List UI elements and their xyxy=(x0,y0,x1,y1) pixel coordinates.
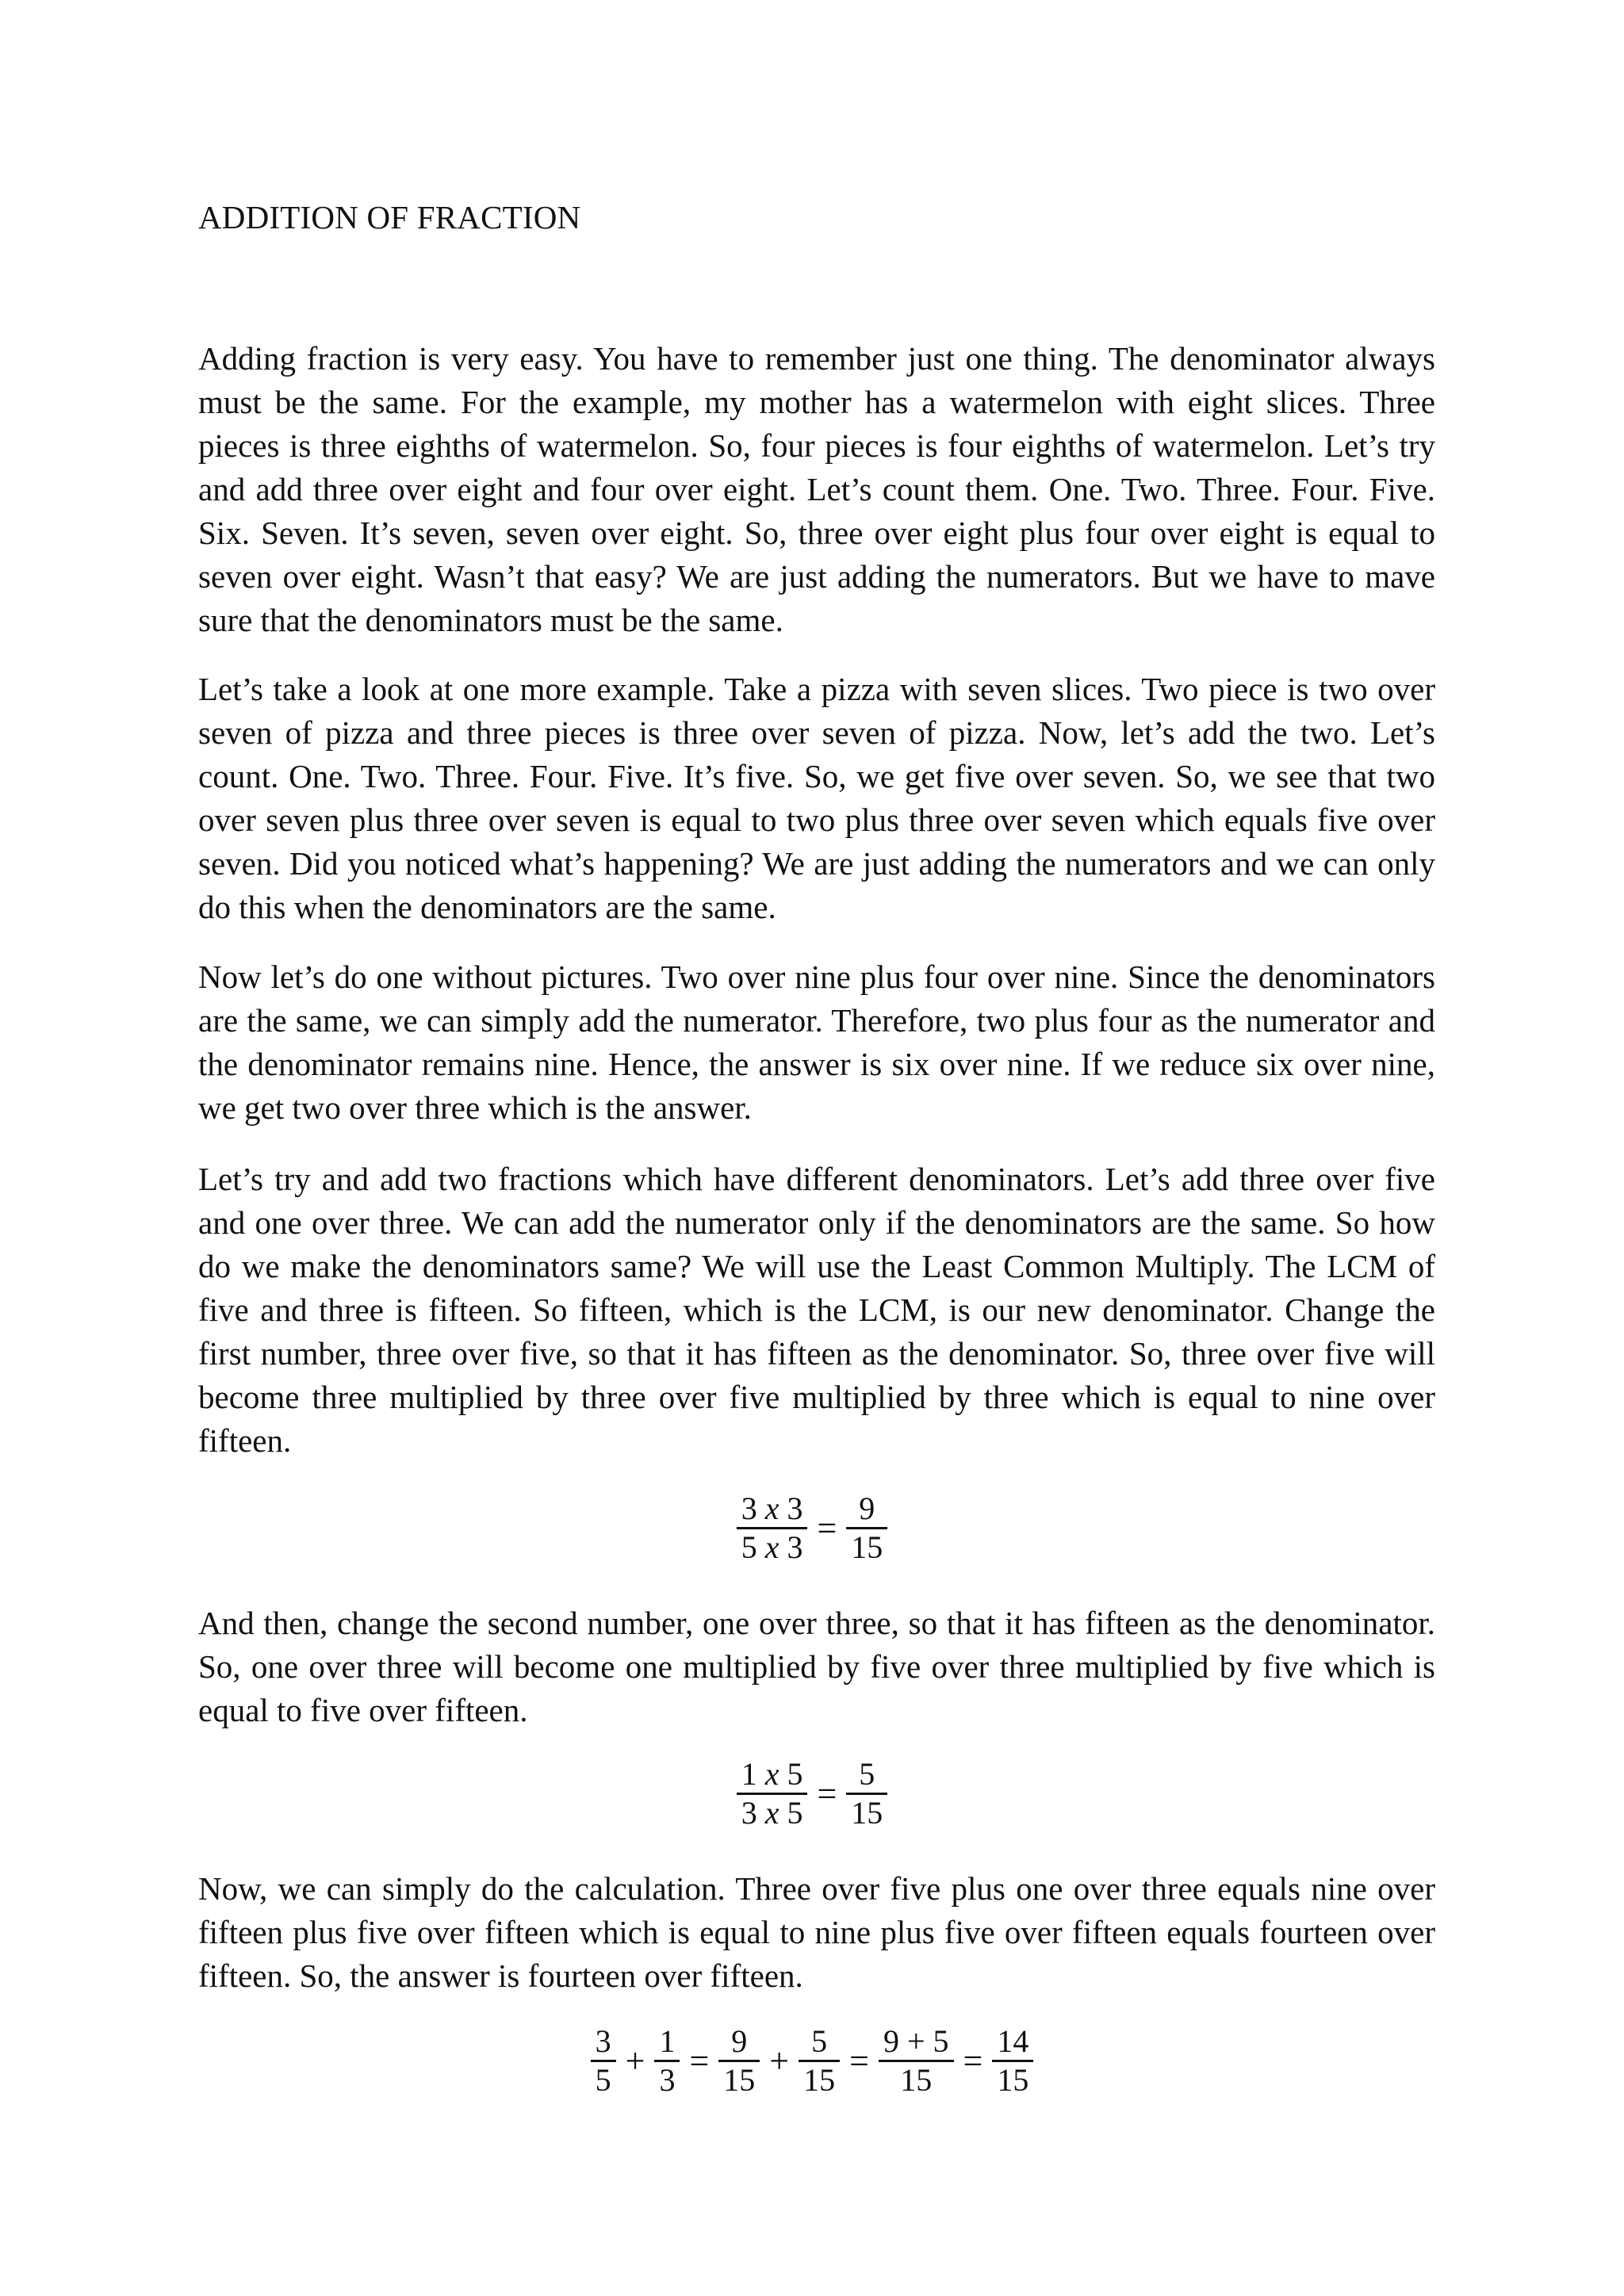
numerator: 9 + 5 xyxy=(883,2023,949,2059)
times-symbol: x xyxy=(764,1795,779,1831)
numerator-b: 3 xyxy=(787,1490,803,1526)
times-symbol: x xyxy=(764,1756,779,1792)
fraction-9-15 xyxy=(718,2023,760,2099)
fraction-14-15 xyxy=(992,2023,1033,2099)
paragraph-watermelon-example: Adding fraction is very easy. You have to remember just one thing. The denominator always must be the same. For the example, my mother has a watermelon with eight slices. Three pieces is three eighths of watermelon. So, four pieces is four eighths of watermelon. Let’s try and add three over eight and four over eight. Let’s count them. One. Two. Three. Four. Five. Six. Seven. It’s seven, seven over eight. So, three over eight plus four over eight is equal to seven over eight. Wasn’t that easy? We are just adding the numerators. But we have to mave sure that the denominators must be the same. xyxy=(198,340,1435,638)
equals-sign: = xyxy=(849,2042,869,2080)
paragraph-second-conversion: And then, change the second number, one over three, so that it has fifteen as the denominator. So, one over three will become one multiplied by five over three multiplied by five which is equal to five over fifteen. xyxy=(198,1605,1435,1728)
equation-final-sum xyxy=(0,2023,1624,2099)
times-symbol: x xyxy=(764,1490,779,1526)
denominator: 15 xyxy=(851,1795,883,1831)
numerator: 3 xyxy=(595,2023,611,2059)
equals-sign: = xyxy=(689,2042,710,2080)
denominator: 15 xyxy=(997,2062,1029,2098)
plus-sign: + xyxy=(769,2042,790,2080)
equals-sign: = xyxy=(817,1509,837,1548)
denominator: 5 xyxy=(595,2062,611,2098)
paragraph-without-pictures: Now let’s do one without pictures. Two over nine plus four over nine. Since the denominators are the same, we can simply add the numerator. Therefore, two plus four as the numerator and the denominator remains nine. Hence, the answer is six over nine. If we reduce six over nine, we get two over three which is the answer. xyxy=(198,959,1435,1126)
fraction-lhs xyxy=(737,1756,808,1831)
document-title: ADDITION OF FRACTION xyxy=(198,199,581,235)
equation-first-conversion xyxy=(0,1490,1624,1566)
fraction-rhs xyxy=(846,1490,887,1566)
paragraph-pizza-example: Let’s take a look at one more example. Take a pizza with seven slices. Two piece is two over seven of pizza and three pieces is three over seven of pizza. Now, let’s add the two. Let’s count. One. Two. Three. Four. Five. It’s five. So, we get five over seven. So, we see that two over seven plus three over seven is equal to two plus three over seven which equals five over seven. Did you noticed what’s happening? We are just adding the numerators and we can only do this when the denominators are the same. xyxy=(198,671,1435,925)
numerator: 5 xyxy=(811,2023,828,2059)
fraction-5-15 xyxy=(799,2023,840,2099)
equals-sign: = xyxy=(963,2042,983,2080)
numerator-a: 1 xyxy=(741,1756,757,1792)
fraction-3-5 xyxy=(591,2023,616,2099)
fraction-9plus5-15 xyxy=(879,2023,954,2099)
numerator-a: 3 xyxy=(741,1490,757,1526)
denominator-b: 3 xyxy=(787,1529,803,1565)
times-symbol: x xyxy=(764,1529,779,1565)
denominator-a: 5 xyxy=(741,1529,757,1565)
numerator: 9 xyxy=(731,2023,748,2059)
paragraph-different-denominators: Let’s try and add two fractions which have different denominators. Let’s add three over five and one over three. We can add the numerator only if the denominators are the same. So how do we make the denominators same? We will use the Least Common Multiply. The LCM of five and three is fifteen. So fifteen, which is the LCM, is our new denominator. Change the first number, three over five, so that it has fifteen as the denominator. So, three over five will become three multiplied by three over five multiplied by three which is equal to nine over fifteen. xyxy=(198,1161,1435,1459)
fraction-rhs xyxy=(846,1756,887,1831)
numerator-b: 5 xyxy=(787,1756,803,1792)
fraction-lhs xyxy=(737,1490,808,1566)
denominator: 15 xyxy=(723,2062,756,2098)
plus-sign: + xyxy=(625,2042,645,2080)
equals-sign: = xyxy=(817,1774,837,1813)
denominator: 3 xyxy=(659,2062,676,2098)
denominator-b: 5 xyxy=(787,1795,803,1831)
denominator-a: 3 xyxy=(741,1795,757,1831)
numerator: 14 xyxy=(997,2023,1029,2059)
denominator: 15 xyxy=(900,2062,933,2098)
denominator: 15 xyxy=(803,2062,836,2098)
numerator: 5 xyxy=(859,1756,875,1792)
numerator: 9 xyxy=(859,1490,875,1526)
equation-second-conversion xyxy=(0,1756,1624,1831)
numerator: 1 xyxy=(659,2023,676,2059)
fraction-1-3 xyxy=(654,2023,680,2099)
paragraph-final-calculation: Now, we can simply do the calculation. Three over five plus one over three equals nine over fifteen plus five over fifteen which is equal to nine plus five over fifteen equals fourteen over fifteen. So, the answer is fourteen over fifteen. xyxy=(198,1870,1435,1994)
denominator: 15 xyxy=(851,1529,883,1565)
